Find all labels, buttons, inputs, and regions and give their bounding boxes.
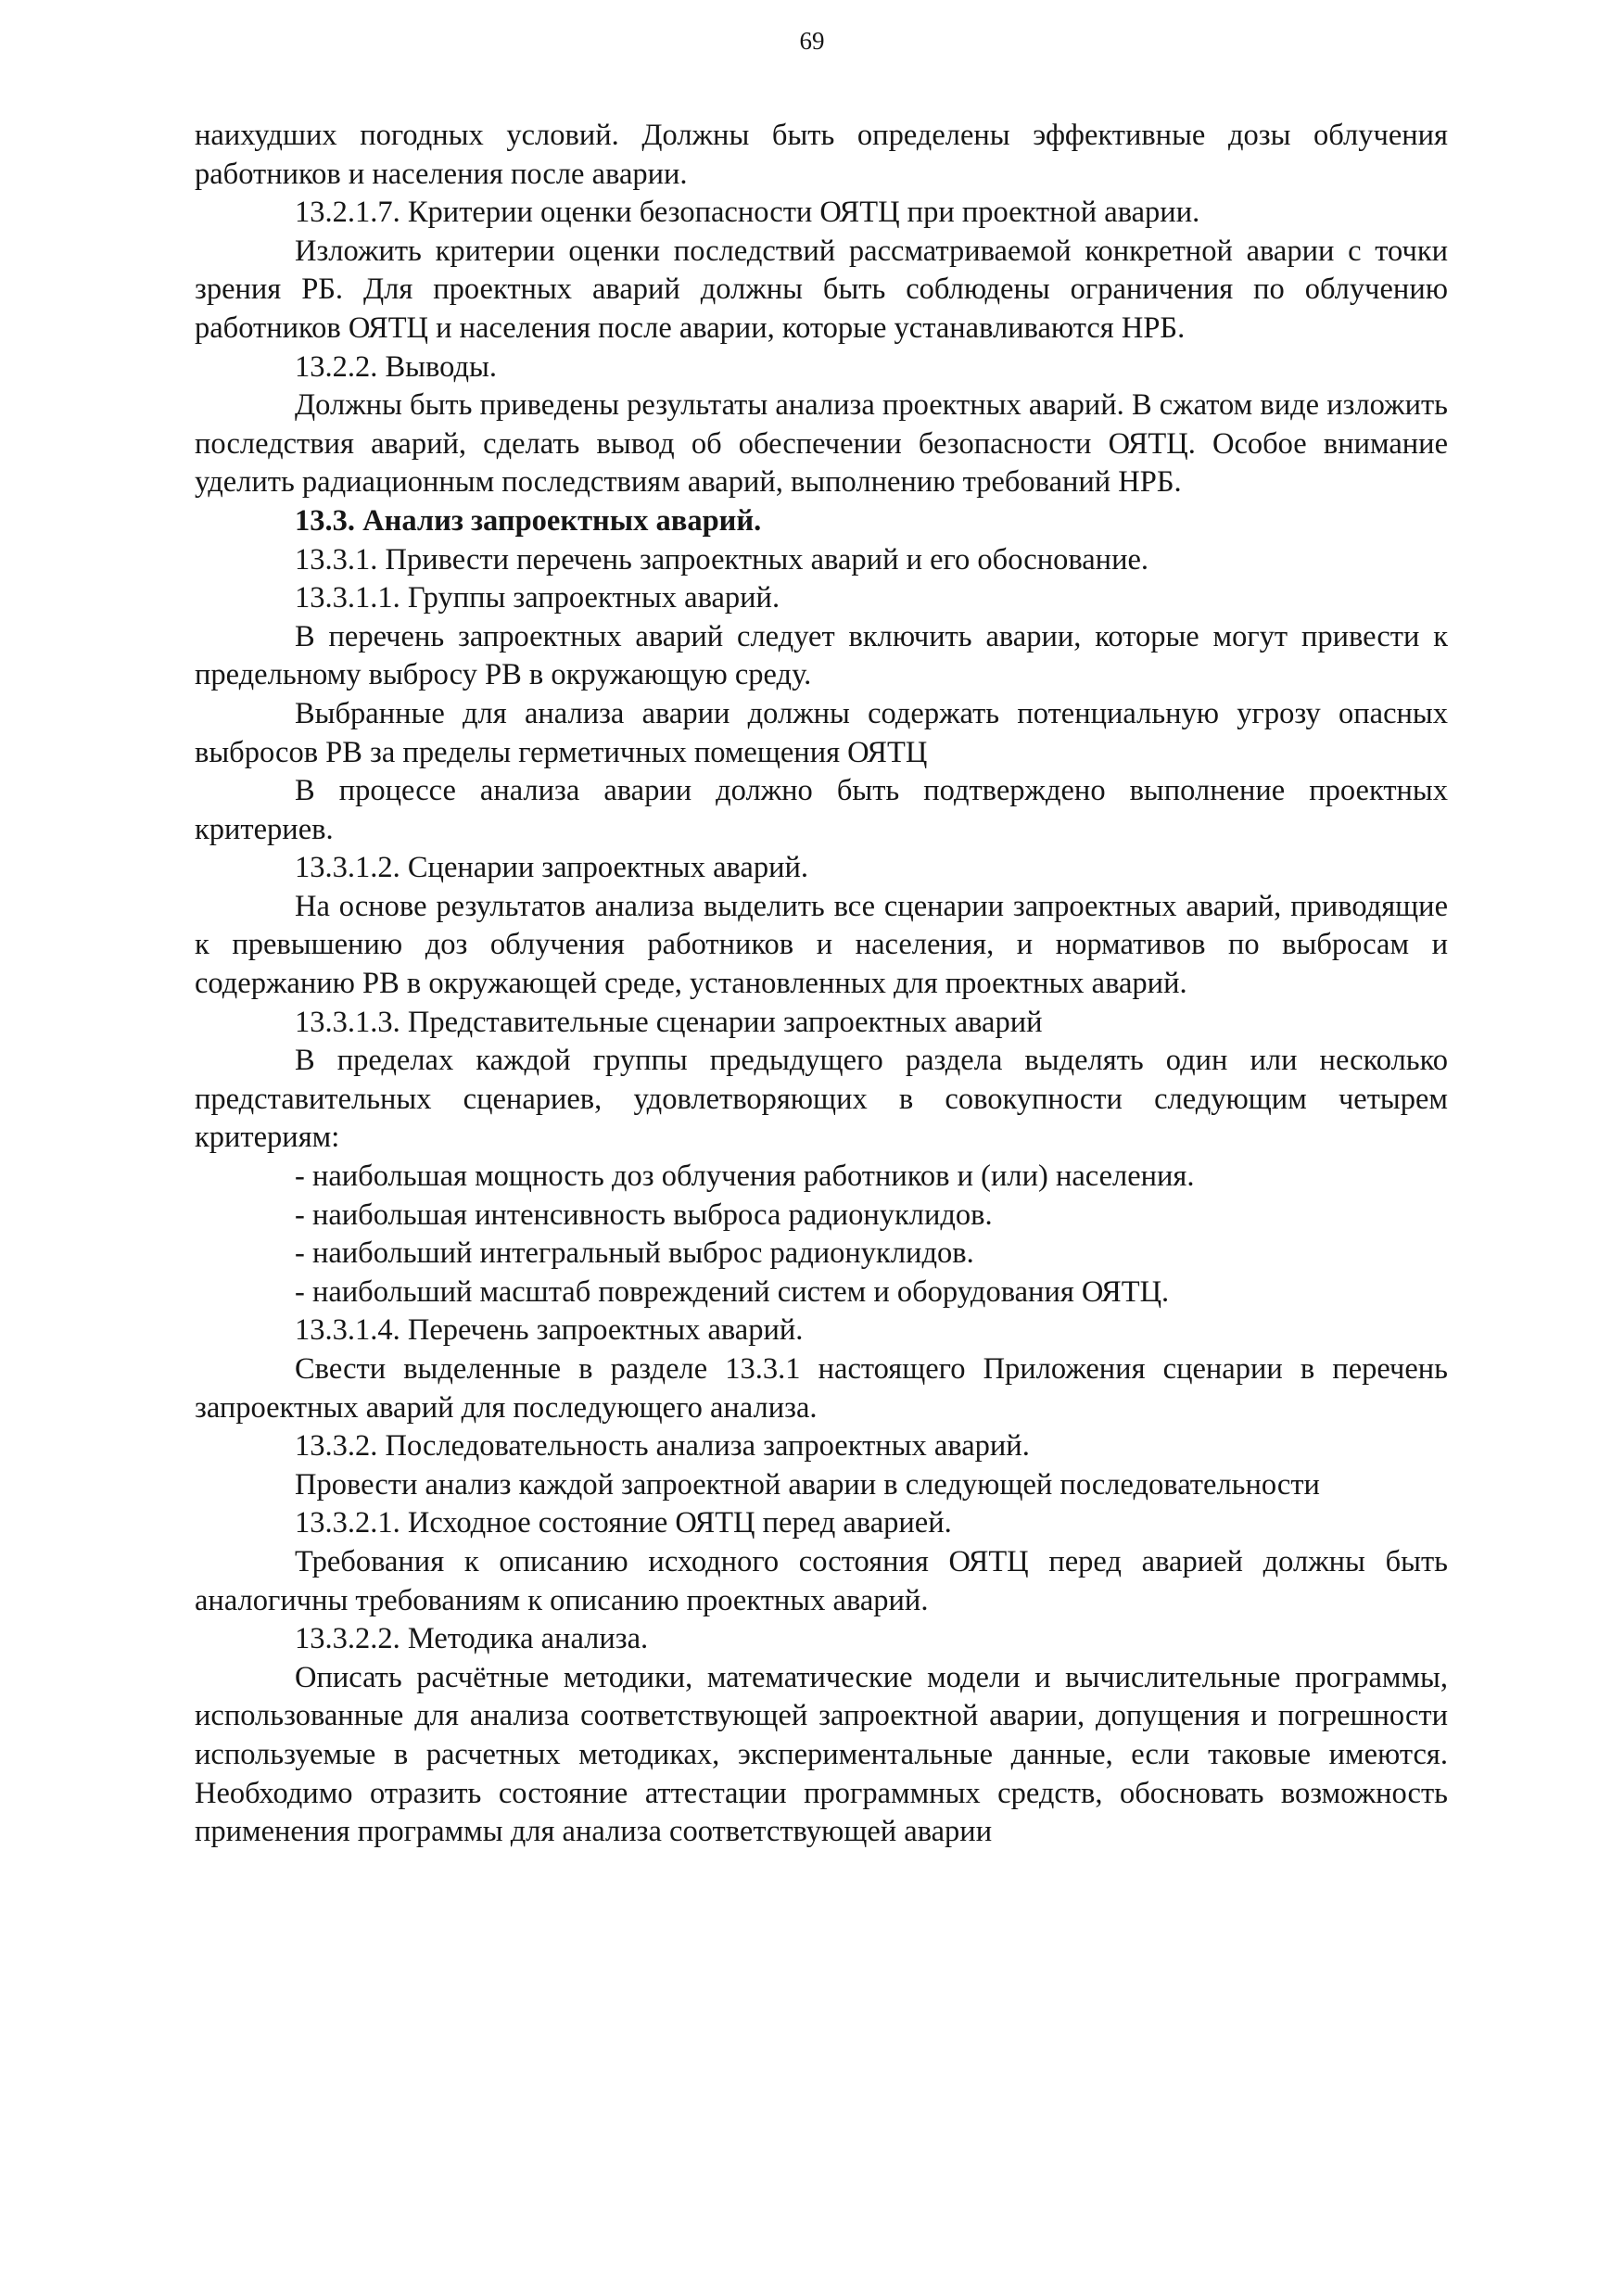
paragraph: В пределах каждой группы предыдущего раздела выделять один или несколько представительных сценариев, удовлетворяющих в совокупности следующим четырем критериям: bbox=[195, 1044, 1448, 1155]
paragraph: 13.2.2. Выводы. bbox=[295, 349, 497, 384]
paragraph: На основе результатов анализа выделить все сценарии запроектных аварий, приводящие к превышению доз облучения работников и населения, и нормативов по выбросам и содержанию РВ в окружающей среде, установленных для проектных аварий. bbox=[195, 889, 1448, 1001]
paragraph: - наибольший интегральный выброс радионуклидов. bbox=[295, 1236, 974, 1271]
paragraph: Изложить критерии оценки последствий рассматриваемой конкретной аварии с точки зрения РБ. Для проектных аварий должны быть соблюдены ограничения по облучению работников ОЯТЦ и населения после аварии, которые устанавливаются НРБ. bbox=[195, 234, 1448, 345]
paragraph: 13.3.1.2. Сценарии запроектных аварий. bbox=[295, 851, 808, 885]
document-body bbox=[195, 117, 1448, 1852]
paragraph: 13.3.1.4. Перечень запроектных аварий. bbox=[295, 1313, 804, 1348]
paragraph: 13.3.2.2. Методика анализа. bbox=[295, 1622, 649, 1656]
paragraph: - наибольшая интенсивность выброса радионуклидов. bbox=[295, 1198, 993, 1232]
paragraph: 13.3.1. Привести перечень запроектных аварий и его обоснование. bbox=[295, 542, 1149, 577]
paragraph: 13.3.1.3. Представительные сценарии запроектных аварий bbox=[295, 1005, 1043, 1039]
paragraph: - наибольшая мощность доз облучения работников и (или) населения. bbox=[295, 1160, 1195, 1194]
paragraph: 13.3.2. Последовательность анализа запроектных аварий. bbox=[295, 1429, 1030, 1464]
paragraph: наихудших погодных условий. Должны быть определены эффективные дозы облучения работников и населения после аварии. bbox=[195, 119, 1448, 191]
paragraph: 13.3.2.1. Исходное состояние ОЯТЦ перед аварией. bbox=[295, 1506, 952, 1540]
paragraph: Выбранные для анализа аварии должны содержать потенциальную угрозу опасных выбросов РВ за пределы герметичных помещения ОЯТЦ bbox=[195, 696, 1448, 769]
paragraph: Должны быть приведены результаты анализа проектных аварий. В сжатом виде изложить последствия аварий, сделать вывод об обеспечении безопасности ОЯТЦ. Особое внимание уделить радиационным последствиям аварий, выполнению требований НРБ. bbox=[195, 388, 1448, 500]
paragraph: 13.2.1.7. Критерии оценки безопасности ОЯТЦ при проектной аварии. bbox=[295, 196, 1200, 230]
paragraph: В процессе анализа аварии должно быть подтверждено выполнение проектных критериев. bbox=[195, 774, 1448, 846]
paragraph: Провести анализ каждой запроектной аварии в следующей последовательности bbox=[295, 1467, 1320, 1502]
paragraph: Свести выделенные в разделе 13.3.1 настоящего Приложения сценарии в перечень запроектных аварий для последующего анализа. bbox=[195, 1352, 1448, 1425]
page-number: 69 bbox=[799, 27, 825, 55]
paragraph: В перечень запроектных аварий следует включить аварии, которые могут привести к предельному выбросу РВ в окружающую среду. bbox=[195, 619, 1448, 692]
section-heading: 13.3. Анализ запроектных аварий. bbox=[295, 503, 762, 538]
paragraph: Требования к описанию исходного состояния ОЯТЦ перед аварией должны быть аналогичны требованиям к описанию проектных аварий. bbox=[195, 1544, 1448, 1617]
paragraph: - наибольший масштаб повреждений систем и оборудования ОЯТЦ. bbox=[295, 1274, 1170, 1309]
paragraph: Описать расчётные методики, математические модели и вычислительные программы, использованные для анализа соответствующей запроектной аварии, допущения и погрешности используемые в расчетных методиках, экспериментальные данные, если таковые имеются. Необходимо отразить состояние аттестации программных средств, обосновать возможность применения программы для анализа соответствующей аварии bbox=[195, 1660, 1448, 1849]
paragraph: 13.3.1.1. Группы запроектных аварий. bbox=[295, 581, 780, 615]
